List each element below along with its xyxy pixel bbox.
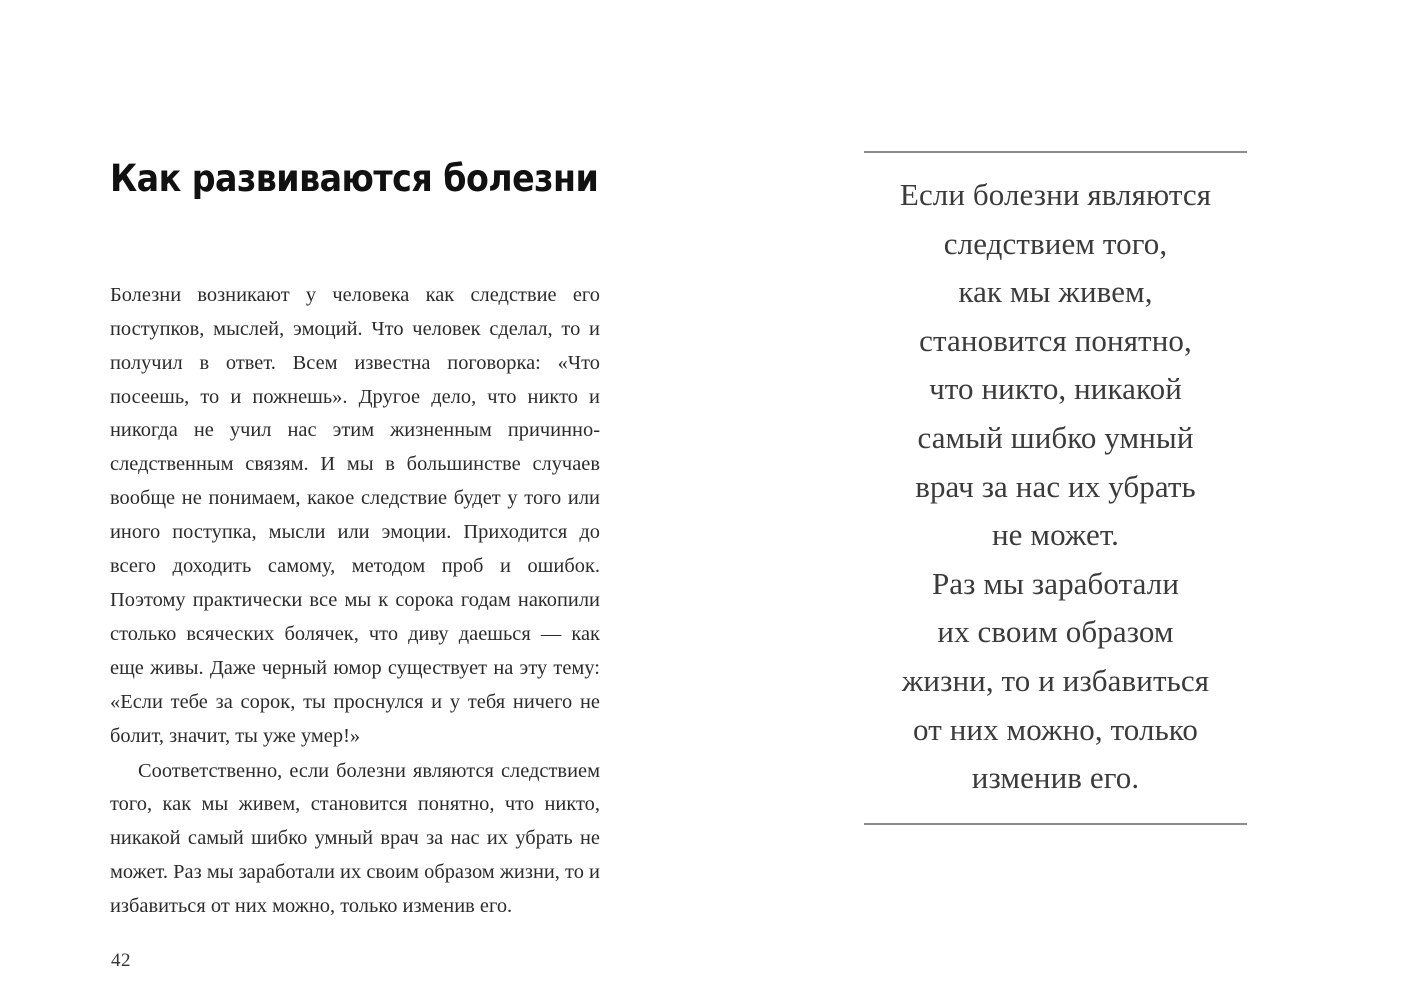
pull-quote-line: становится понятно, — [919, 322, 1192, 358]
pull-quote-line: не может. — [991, 517, 1120, 553]
left-page-column — [110, 157, 600, 924]
pull-quote-line: следствием того, — [943, 225, 1168, 261]
body-text-block — [110, 279, 600, 924]
pull-quote-text — [864, 153, 1247, 823]
chapter-title: Как развиваются болезни — [110, 157, 599, 200]
pull-quote-line: жизни, то и избавиться — [901, 662, 1210, 698]
pull-quote-line: как мы живем, — [958, 274, 1153, 310]
body-paragraph: Соответственно, если болезни являются следствием того, как мы живем, становится понятно, что никто, никакой самый шибко умный врач за нас их убрать не может. Раз мы заработали их своим образом жизни, то и избавиться от них можно, только изменив его. — [110, 759, 600, 918]
pull-quote-line: изменив его. — [971, 760, 1140, 796]
pull-quote-line: врач за нас их убрать — [915, 468, 1196, 504]
pull-quote-line: их своим образом — [937, 614, 1174, 650]
pull-quote-line: что никто, никакой — [929, 371, 1182, 407]
body-paragraph: Болезни возникают у человека как следствие его поступков, мыслей, эмоций. Что человек сделал, то и получил в ответ. Всем известна поговорка: «Что посеешь, то и пожнешь». Другое дело, что никто и никогда не учил нас этим жизненным причинно-следственным связям. И мы в большинстве случаев вообще не понимаем, какое следствие будет у того или иного поступка, мысли или эмоции. Приходится до всего доходить самому, методом проб и ошибок. Поэтому практически все мы к сорока годам накопили столько всяческих болячек, что диву даешься — как еще живы. Даже черный юмор существует на эту тему: «Если тебе за сорок, ты проснулся и у тебя ничего не болит, значит, ты уже умер!» — [110, 283, 600, 747]
pull-quote-bottom-rule — [864, 823, 1247, 825]
pull-quote-line: самый шибко умный — [917, 419, 1194, 455]
page-number: 42 — [111, 950, 131, 971]
pull-quote-line: Если болезни являются — [899, 177, 1212, 212]
pull-quote-line: от них можно, только — [913, 711, 1198, 747]
pull-quote-block — [864, 151, 1247, 825]
pull-quote-line: Раз мы заработали — [931, 565, 1180, 601]
